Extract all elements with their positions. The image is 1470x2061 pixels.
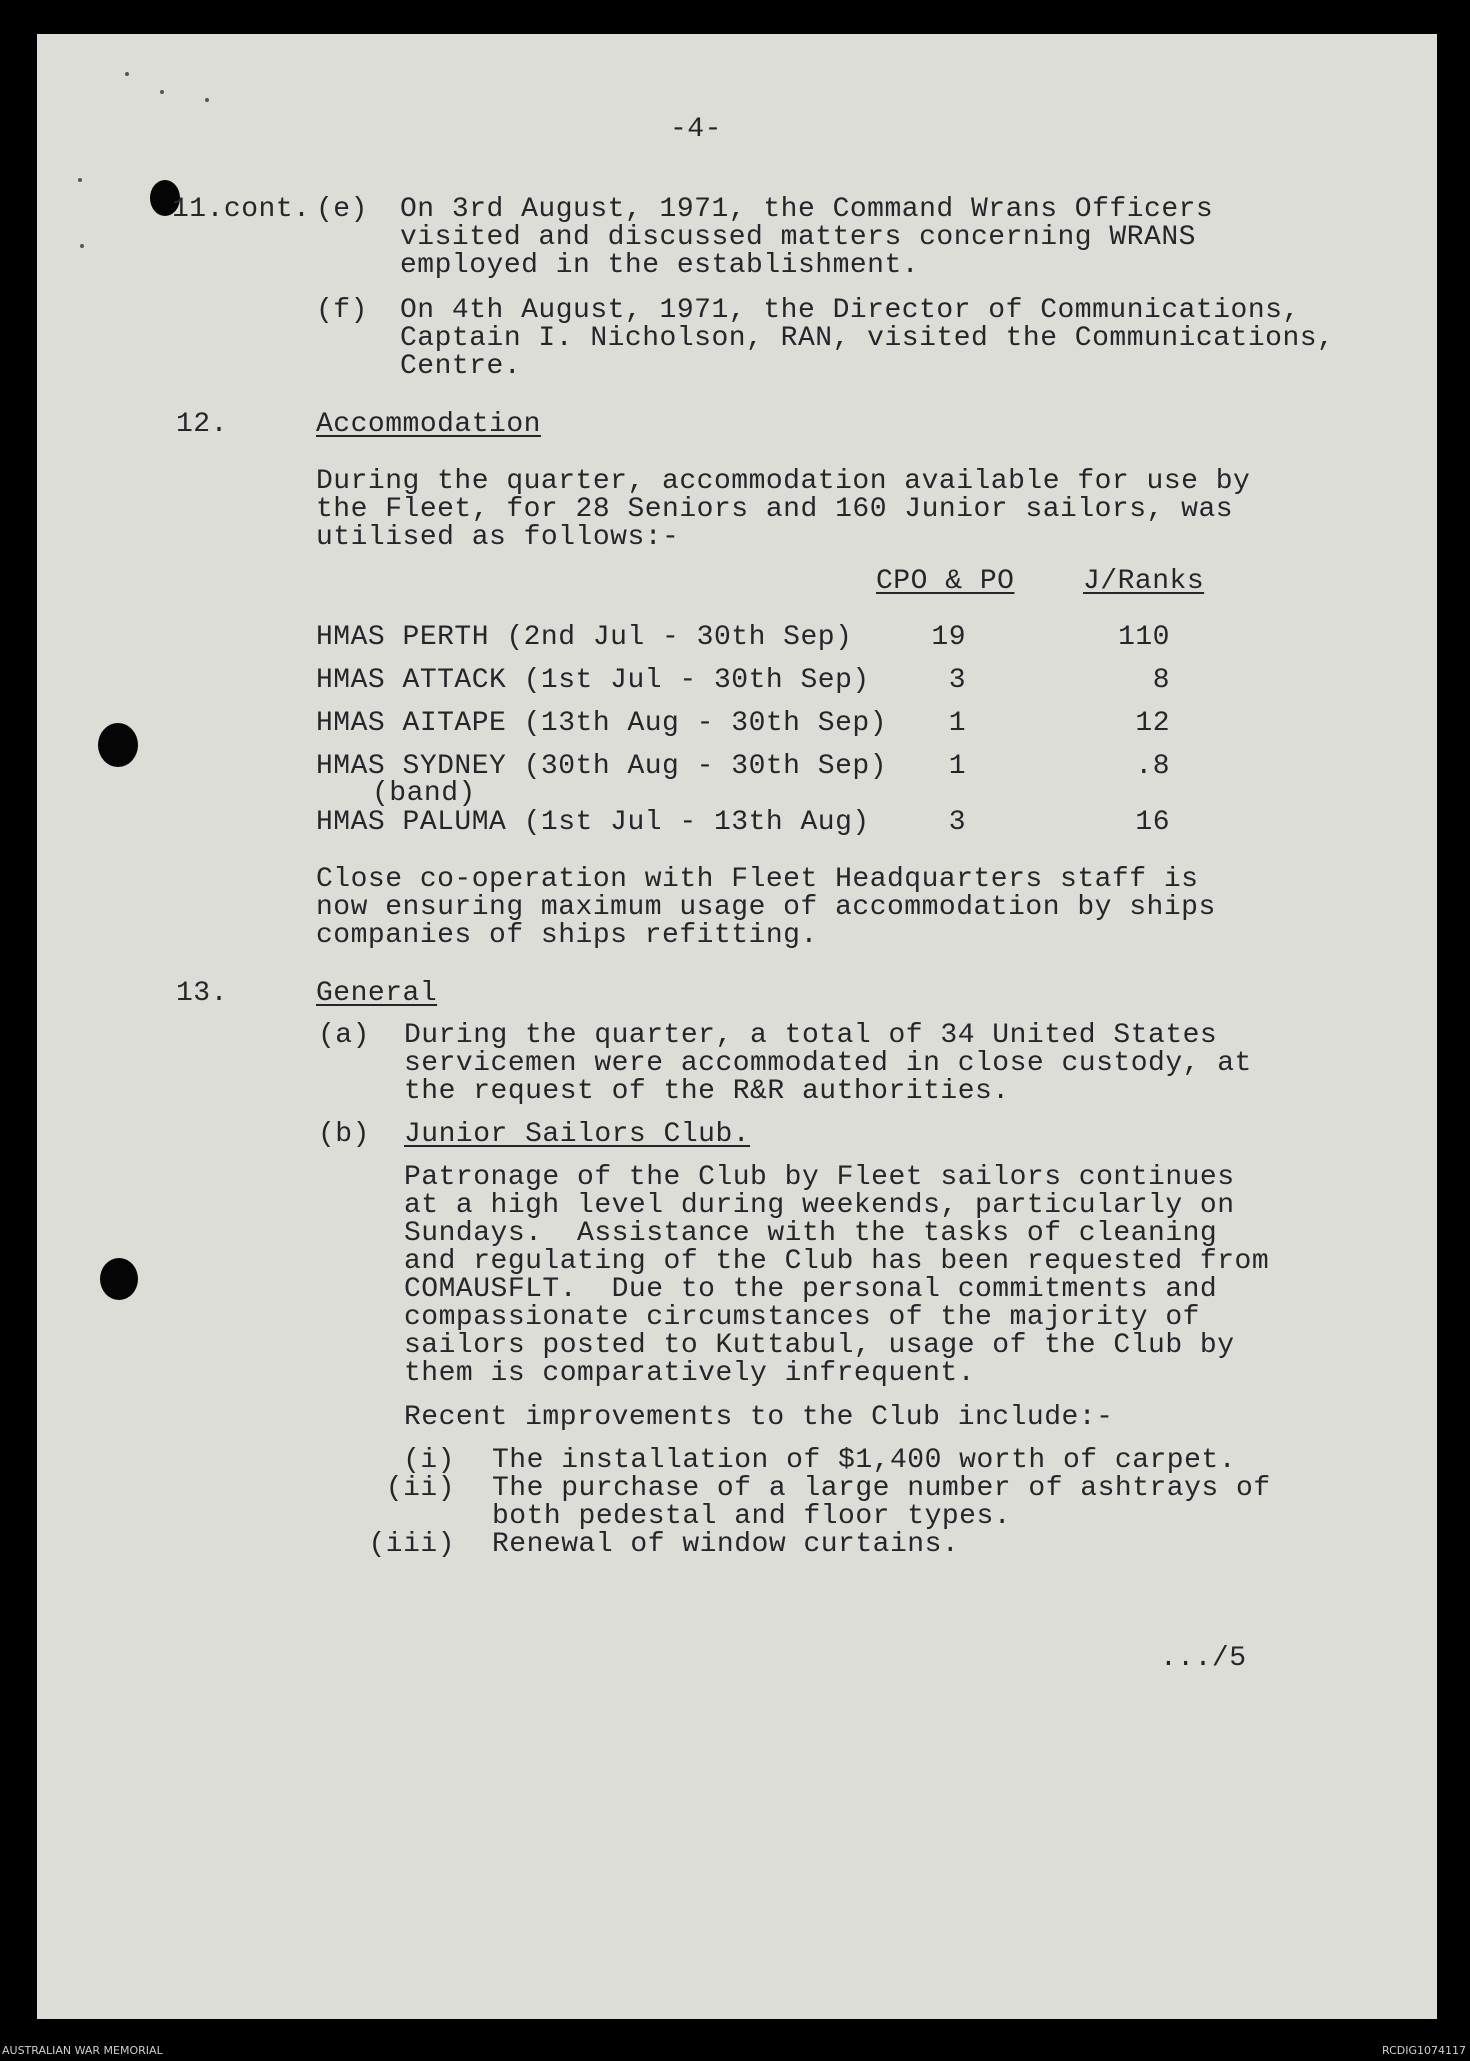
column-header-j-ranks: J/Ranks <box>1083 566 1205 597</box>
para-12-closing-line: Close co-operation with Fleet Headquarters staff is <box>316 864 1199 895</box>
item-b-body-line: at a high level during weekends, particularly on <box>404 1190 1235 1221</box>
cpo-cell: 1 <box>948 708 966 739</box>
para-12-closing-line: companies of ships refitting. <box>316 920 818 951</box>
archive-footer-left: AUSTRALIAN WAR MEMORIAL <box>2 2044 163 2057</box>
item-a-marker: (a) <box>318 1020 370 1051</box>
ship-cell: HMAS PERTH (2nd Jul - 30th Sep) <box>316 622 853 653</box>
cpo-cell: 19 <box>931 622 966 653</box>
jr-cell: 8 <box>1152 665 1170 696</box>
improvement-marker: (i) <box>403 1445 455 1476</box>
para-12-heading: Accommodation <box>316 409 541 440</box>
speck <box>205 98 209 102</box>
column-header-cpo-po: CPO & PO <box>876 566 1015 597</box>
punch-hole-middle <box>98 723 138 767</box>
ship-cell: HMAS AITAPE (13th Aug - 30th Sep) <box>316 708 887 739</box>
para-13-heading: General <box>316 978 438 1009</box>
para-12-closing-line: now ensuring maximum usage of accommodation by ships <box>316 892 1216 923</box>
cpo-cell: 3 <box>948 807 966 838</box>
item-f-line: Centre. <box>400 351 522 382</box>
item-b-heading: Junior Sailors Club. <box>404 1119 751 1150</box>
ship-cell: HMAS PALUMA (1st Jul - 13th Aug) <box>316 807 870 838</box>
item-b-body-line: compassionate circumstances of the majority of <box>404 1302 1200 1333</box>
improvement-line: Renewal of window curtains. <box>492 1529 960 1560</box>
jr-cell: 110 <box>1118 622 1170 653</box>
item-b-marker: (b) <box>318 1119 370 1150</box>
para-11-label: 11.cont. <box>172 194 311 225</box>
item-a-line: servicemen were accommodated in close custody, at <box>404 1048 1252 1079</box>
item-b-body-line: them is comparatively infrequent. <box>404 1358 975 1389</box>
para-12-intro-line: utilised as follows:- <box>316 522 680 553</box>
item-f-line: Captain I. Nicholson, RAN, visited the Communications, <box>400 323 1335 354</box>
ship-cell: HMAS ATTACK (1st Jul - 30th Sep) <box>316 665 870 696</box>
continuation-marker: .../5 <box>1160 1643 1247 1674</box>
jr-cell: 12 <box>1135 708 1170 739</box>
cpo-cell: 1 <box>948 751 966 782</box>
improvement-marker: (iii) <box>368 1529 455 1560</box>
item-b-body-line: and regulating of the Club has been requested from <box>404 1246 1270 1277</box>
item-e-line: visited and discussed matters concerning WRANS <box>400 222 1196 253</box>
para-12-intro-line: During the quarter, accommodation available for use by <box>316 466 1251 497</box>
speck <box>160 90 164 94</box>
speck <box>80 244 84 248</box>
item-f-marker: (f) <box>316 295 368 326</box>
ship-subnote: (band) <box>372 778 476 809</box>
improvement-line: The installation of $1,400 worth of carpet. <box>492 1445 1237 1476</box>
ship-cell: HMAS SYDNEY (30th Aug - 30th Sep) <box>316 751 887 782</box>
item-e-marker: (e) <box>316 194 368 225</box>
item-a-line: During the quarter, a total of 34 United States <box>404 1020 1218 1051</box>
archive-footer-right: RCDIG1074117 <box>1381 2044 1466 2057</box>
improvements-intro: Recent improvements to the Club include:- <box>404 1402 1114 1433</box>
item-b-body-line: Patronage of the Club by Fleet sailors continues <box>404 1162 1235 1193</box>
jr-cell: .8 <box>1135 751 1170 782</box>
item-b-body-line: sailors posted to Kuttabul, usage of the Club by <box>404 1330 1235 1361</box>
item-f-line: On 4th August, 1971, the Director of Communications, <box>400 295 1300 326</box>
improvement-marker: (ii) <box>385 1473 455 1504</box>
para-13-number: 13. <box>176 978 228 1009</box>
item-e-line: employed in the establishment. <box>400 250 920 281</box>
item-a-line: the request of the R&R authorities. <box>404 1076 1010 1107</box>
page-number: -4- <box>670 114 722 145</box>
punch-hole-lower <box>100 1258 138 1300</box>
speck <box>125 72 129 76</box>
improvement-line: The purchase of a large number of ashtrays of <box>492 1473 1271 1504</box>
cpo-cell: 3 <box>948 665 966 696</box>
jr-cell: 16 <box>1135 807 1170 838</box>
para-12-intro-line: the Fleet, for 28 Seniors and 160 Junior sailors, was <box>316 494 1234 525</box>
item-b-body-line: Sundays. Assistance with the tasks of cleaning <box>404 1218 1218 1249</box>
item-e-line: On 3rd August, 1971, the Command Wrans Officers <box>400 194 1214 225</box>
item-b-body-line: COMAUSFLT. Due to the personal commitments and <box>404 1274 1218 1305</box>
para-12-number: 12. <box>176 409 228 440</box>
improvement-line: both pedestal and floor types. <box>492 1501 1012 1532</box>
speck <box>78 178 82 182</box>
